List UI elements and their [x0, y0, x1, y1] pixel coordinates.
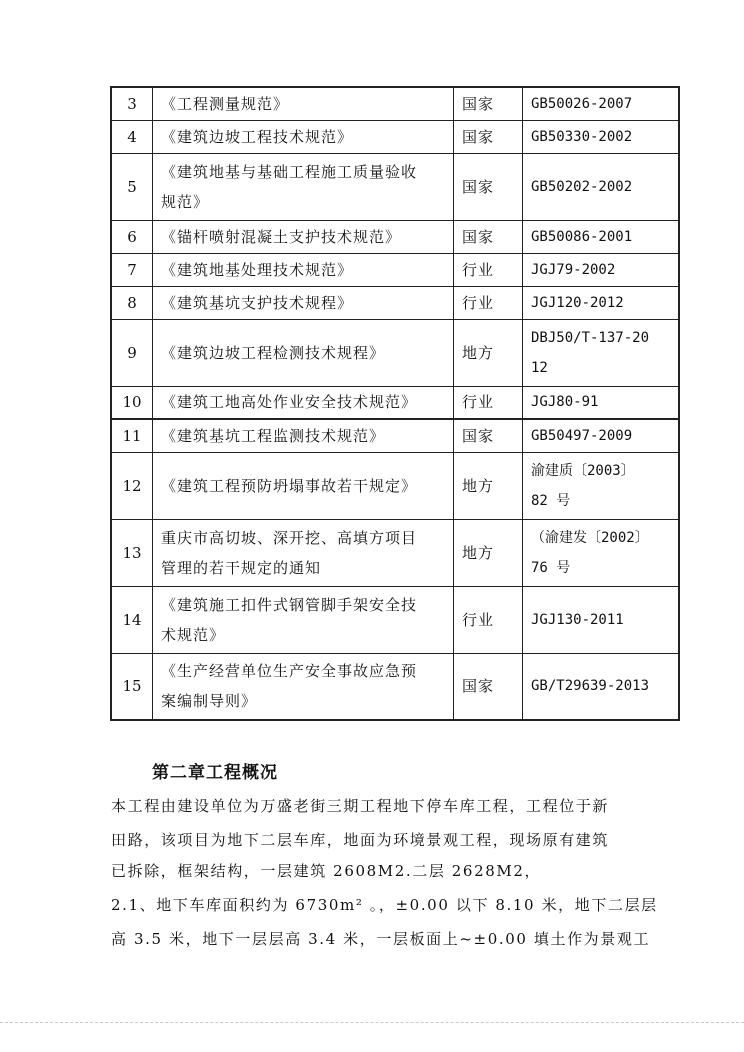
standard-code: JGJ80-91	[531, 394, 599, 411]
standard-code-cell	[523, 286, 680, 319]
paragraph-line: 2.1、地下车库面积约为 6730m² 。，±0.00 以下 8.10 米，地下二层层	[111, 896, 658, 914]
standard-level: 地方	[454, 519, 523, 586]
standard-name: 《生产经营单位生产安全事故应急预	[161, 662, 418, 681]
table-row	[111, 586, 679, 653]
chapter-title: 第二章工程概况	[152, 763, 278, 783]
table-row	[111, 452, 679, 519]
standard-code-cell	[523, 419, 680, 452]
standard-name-cell	[153, 286, 454, 319]
standard-level: 国家	[454, 153, 523, 220]
standard-code: GB/T29639-2013	[531, 678, 650, 695]
standard-name: 《工程测量规范》	[161, 94, 290, 113]
standard-name: 《建筑基坑支护技术规程》	[161, 293, 354, 312]
standard-name-cell	[153, 120, 454, 153]
standard-code: GB50330-2002	[531, 128, 633, 145]
row-number: 9	[111, 319, 153, 386]
standard-name-cell	[153, 452, 454, 519]
standard-name-cell	[153, 253, 454, 286]
standard-name-cell	[153, 386, 454, 419]
standard-code-cell	[523, 452, 680, 519]
standard-name-cell	[153, 153, 454, 220]
standard-name: 重庆市高切坡、深开挖、高填方项目	[161, 528, 418, 547]
standard-name: 《建筑施工扣件式钢管脚手架安全技	[161, 595, 418, 614]
standard-level: 国家	[454, 419, 523, 452]
standard-level: 地方	[454, 452, 523, 519]
standard-code-cell	[523, 87, 680, 120]
standard-code: GB50202-2002	[531, 178, 633, 195]
row-number: 10	[111, 386, 153, 419]
standards-table-body	[111, 87, 679, 720]
standard-name-cell	[153, 586, 454, 653]
standard-code: GB50026-2007	[531, 95, 633, 112]
standard-code: 渝建质〔2003〕	[531, 462, 635, 479]
standard-name: 《建筑基坑工程监测技术规范》	[161, 426, 386, 445]
standard-code-cell	[523, 319, 680, 386]
row-number: 3	[111, 87, 153, 120]
standard-name: 《建筑工地高处作业安全技术规范》	[161, 393, 418, 412]
standard-code: GB50497-2009	[531, 427, 633, 444]
table-row	[111, 319, 679, 386]
row-number: 4	[111, 120, 153, 153]
table-row	[111, 519, 679, 586]
standard-name-cell	[153, 220, 454, 253]
standard-name: 《建筑边坡工程检测技术规程》	[161, 343, 386, 362]
standard-code: JGJ130-2011	[531, 611, 624, 628]
paragraph-line: 已拆除，框架结构，一层建筑 2608M2.二层 2628M2，	[111, 862, 542, 880]
row-number: 12	[111, 452, 153, 519]
standard-name: 规范》	[161, 192, 210, 211]
row-number: 6	[111, 220, 153, 253]
standard-code-cell	[523, 120, 680, 153]
standard-code: JGJ120-2012	[531, 294, 624, 311]
standard-name: 《建筑工程预防坍塌事故若干规定》	[161, 476, 418, 495]
row-number: 5	[111, 153, 153, 220]
standard-name: 《建筑边坡工程技术规范》	[161, 127, 354, 146]
standard-code-cell	[523, 586, 680, 653]
standard-level: 行业	[454, 253, 523, 286]
standard-level: 国家	[454, 87, 523, 120]
table-row	[111, 253, 679, 286]
standards-table	[110, 86, 680, 721]
standard-level: 行业	[454, 386, 523, 419]
standard-code: DBJ50/T-137-20	[531, 329, 650, 346]
standard-name-cell	[153, 519, 454, 586]
standard-name-cell	[153, 319, 454, 386]
paragraph-line: 高 3.5 米，地下一层层高 3.4 米，一层板面上~±0.00 填土作为景观工	[111, 930, 651, 948]
paragraph-line: 本工程由建设单位为万盛老街三期工程地下停车库工程，工程位于新	[111, 797, 610, 815]
standard-code: 82 号	[531, 492, 571, 509]
table-row	[111, 653, 679, 720]
row-number: 14	[111, 586, 153, 653]
table-row	[111, 286, 679, 319]
standard-name: 管理的若干规定的通知	[161, 558, 322, 577]
standard-code: JGJ79-2002	[531, 261, 616, 278]
standard-name: 术规范》	[161, 625, 226, 644]
table-row	[111, 386, 679, 419]
row-number: 8	[111, 286, 153, 319]
standard-level: 行业	[454, 586, 523, 653]
standard-code-cell	[523, 519, 680, 586]
table-row	[111, 87, 679, 120]
row-number: 15	[111, 653, 153, 720]
standard-code: 12	[531, 359, 548, 376]
row-number: 7	[111, 253, 153, 286]
table-row	[111, 153, 679, 220]
standard-level: 行业	[454, 286, 523, 319]
standard-code: （渝建发〔2002〕	[531, 529, 649, 546]
standard-name: 《建筑地基处理技术规范》	[161, 260, 354, 279]
standard-code-cell	[523, 253, 680, 286]
standard-code: 76 号	[531, 559, 571, 576]
standard-level: 地方	[454, 319, 523, 386]
table-row	[111, 220, 679, 253]
standard-name-cell	[153, 419, 454, 452]
standard-level: 国家	[454, 120, 523, 153]
row-number: 13	[111, 519, 153, 586]
table-row	[111, 120, 679, 153]
standard-code: GB50086-2001	[531, 228, 633, 245]
page-footer-divider	[0, 1022, 744, 1023]
paragraph-line: 田路，该项目为地下二层车库，地面为环境景观工程，现场原有建筑	[111, 831, 610, 849]
standard-name-cell	[153, 87, 454, 120]
standard-code-cell	[523, 220, 680, 253]
standard-level: 国家	[454, 220, 523, 253]
row-number: 11	[111, 419, 153, 452]
standard-code-cell	[523, 653, 680, 720]
table-row	[111, 419, 679, 452]
standard-name: 案编制导则》	[161, 692, 258, 711]
standard-code-cell	[523, 153, 680, 220]
standard-name-cell	[153, 653, 454, 720]
standard-name: 《锚杆喷射混凝土支护技术规范》	[161, 227, 402, 246]
standard-level: 国家	[454, 653, 523, 720]
standard-code-cell	[523, 386, 680, 419]
standard-name: 《建筑地基与基础工程施工质量验收	[161, 162, 418, 181]
